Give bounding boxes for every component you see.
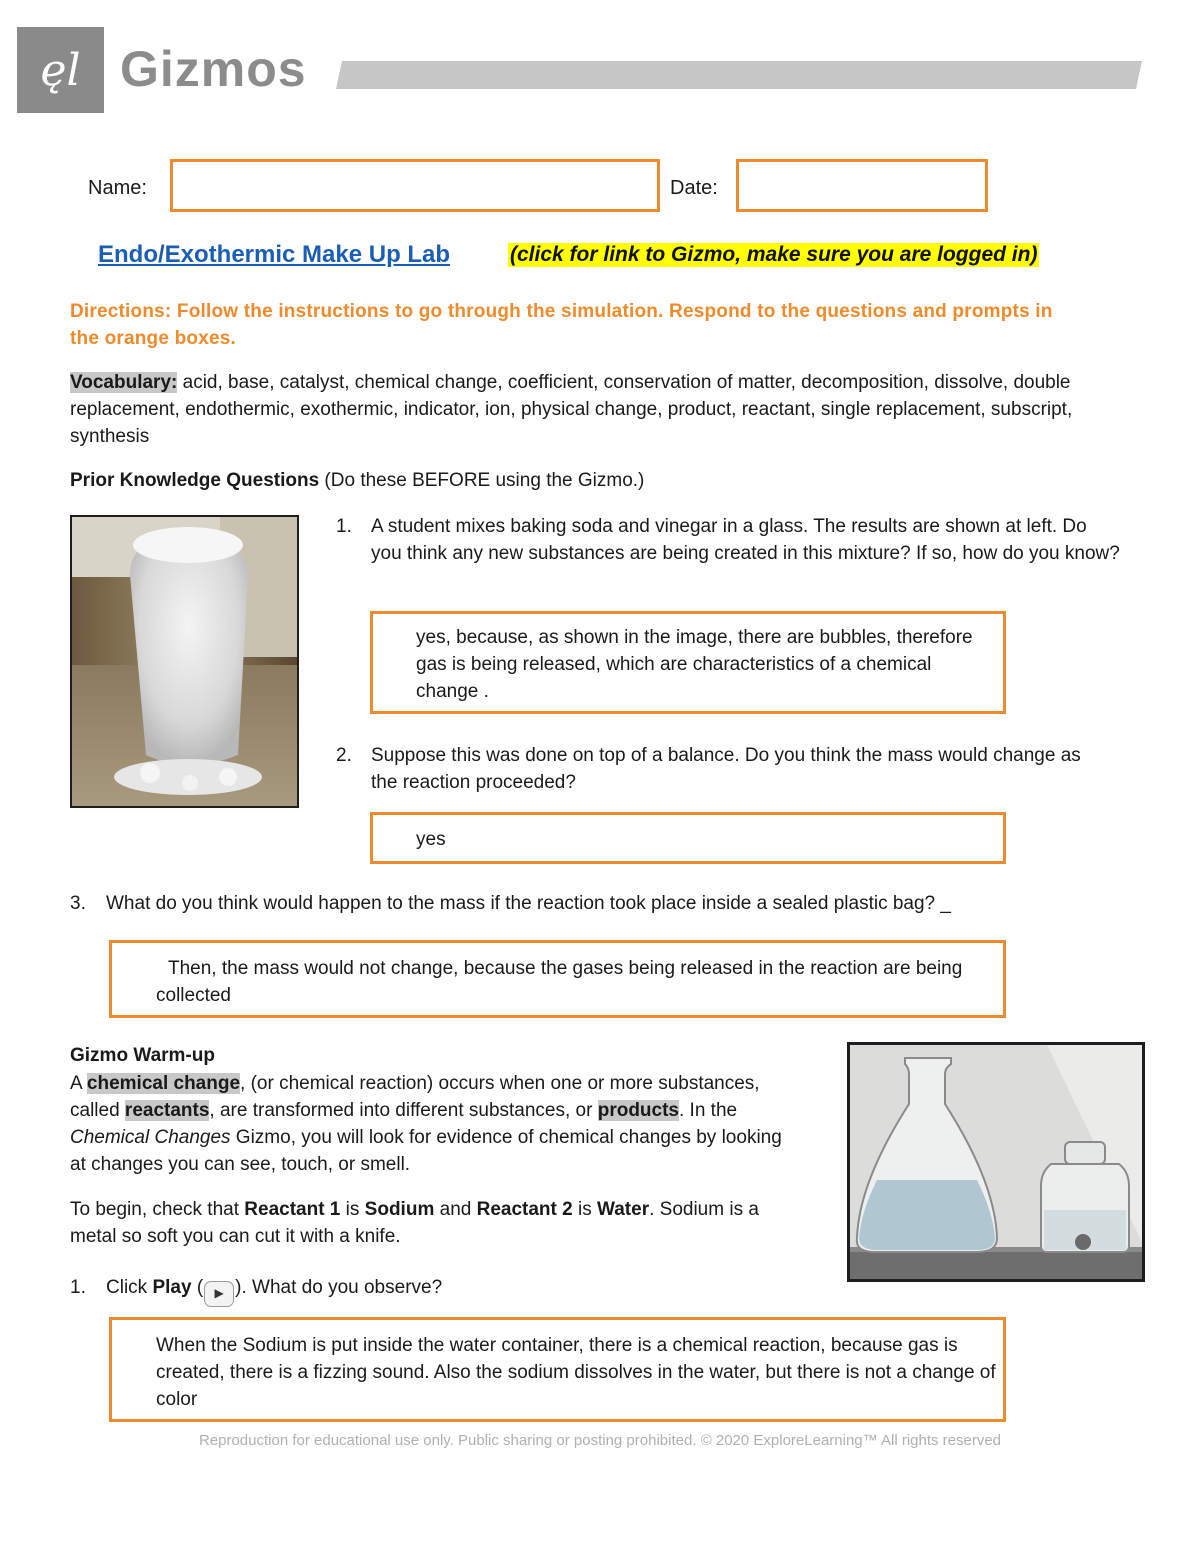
name-field[interactable]: [170, 159, 660, 212]
term-reactants: reactants: [124, 1100, 210, 1121]
prior-knowledge-heading: [70, 470, 644, 492]
question-number: 1.: [70, 1277, 86, 1298]
gizmo-name: Chemical Changes: [70, 1127, 231, 1148]
answer-text: Then, the mass would not change, because the gases being released in the reaction are being collected: [156, 958, 963, 1006]
term-products: products: [597, 1100, 679, 1121]
question-text: A student mixes baking soda and vinegar in a glass. The results are shown at left. Do you think any new substances are being created in this mixture? If so, how do you know?: [371, 516, 1120, 564]
question-text: Suppose this was done on top of a balance. Do you think the mass would change as the reaction proceeded?: [371, 745, 1081, 793]
vocabulary: [70, 369, 1110, 450]
reactant-1-label: Reactant 1: [244, 1199, 341, 1220]
date-label: Date:: [670, 177, 718, 199]
question-number: 1.: [336, 516, 352, 537]
answer-text: When the Sodium is put inside the water container, there is a chemical reaction, because gas is created, there is a fizzing sound. Also the sodium dissolves in the water, but there is not a change of color: [156, 1335, 996, 1410]
answer-box[interactable]: [109, 940, 1006, 1018]
flask-simulation-image: [847, 1042, 1145, 1282]
warmup-paragraph: [70, 1070, 800, 1178]
name-label: Name:: [88, 177, 147, 199]
logo-mark: ęl: [40, 44, 81, 96]
baking-soda-photo: [70, 515, 299, 808]
gizmo-link[interactable]: Endo/Exothermic Make Up Lab: [98, 241, 451, 268]
answer-box[interactable]: [370, 812, 1006, 864]
answer-text: yes, because, as shown in the image, there are bubbles, therefore gas is being released, which are characteristics of a chemical change .: [416, 627, 973, 702]
directions: Directions: Follow the instructions to go through the simulation. Respond to the questions and prompts in the orange boxes.: [70, 301, 1053, 349]
text-span: Gizmo, you will look for evidence of chemical changes by looking at changes you can see, touch, or smell.: [70, 1127, 782, 1175]
text-span: . Sodium is a metal so soft you can cut it with a knife.: [70, 1199, 759, 1247]
text-span: , (or chemical reaction) occurs when one or more substances, called: [70, 1073, 760, 1121]
text-span: To begin, check that: [70, 1199, 245, 1220]
date-field[interactable]: [736, 159, 988, 212]
question-text: What do you think would happen to the mass if the reaction took place inside a sealed plastic bag? _: [106, 893, 951, 914]
warmup-instructions: [70, 1196, 770, 1250]
reactant-2-label: Reactant 2: [476, 1199, 573, 1220]
vocabulary-terms: acid, base, catalyst, chemical change, coefficient, conservation of matter, decomposition, dissolve, double replacement, endothermic, exothermic, indicator, ion, physical change, product, reactant, single replacement, subscript, synthesis: [70, 372, 1073, 447]
text-span: and: [434, 1199, 477, 1220]
text-span: is: [572, 1199, 597, 1220]
answer-text: yes: [416, 829, 446, 850]
title-note: (click for link to Gizmo, make sure you are logged in): [510, 243, 1038, 266]
question-text: [106, 1274, 806, 1307]
play-label: Play: [152, 1277, 192, 1298]
footer-copyright: Reproduction for educational use only. Public sharing or posting prohibited. © 2020 ExploreLearning™ All rights reserved: [198, 1432, 1002, 1449]
prior-subtitle: (Do these BEFORE using the Gizmo.): [319, 470, 645, 491]
question-number: 3.: [70, 893, 86, 914]
question-number: 2.: [336, 745, 352, 766]
prior-title: Prior Knowledge Questions: [70, 470, 320, 491]
reactant-2-value: Water: [597, 1199, 650, 1220]
text-span: is: [340, 1199, 365, 1220]
warmup-heading: Gizmo Warm-up: [70, 1045, 215, 1066]
reactant-1-value: Sodium: [364, 1199, 435, 1220]
text-span: (: [191, 1277, 204, 1298]
header-bar: [336, 61, 1142, 89]
text-span: , are transformed into different substances, or: [209, 1100, 598, 1121]
gizmos-logo: [17, 27, 104, 113]
brand-name: Gizmos: [120, 41, 307, 97]
text-span: . In the: [679, 1100, 738, 1121]
text-span: A: [70, 1073, 87, 1094]
play-icon: ▶: [204, 1281, 234, 1307]
answer-box[interactable]: [109, 1317, 1006, 1422]
text-span: ). What do you observe?: [235, 1277, 443, 1298]
term-chemical-change: chemical change: [86, 1073, 241, 1094]
answer-box[interactable]: [370, 611, 1006, 714]
text-span: Click: [106, 1277, 153, 1298]
vocabulary-label: Vocabulary:: [70, 372, 178, 393]
